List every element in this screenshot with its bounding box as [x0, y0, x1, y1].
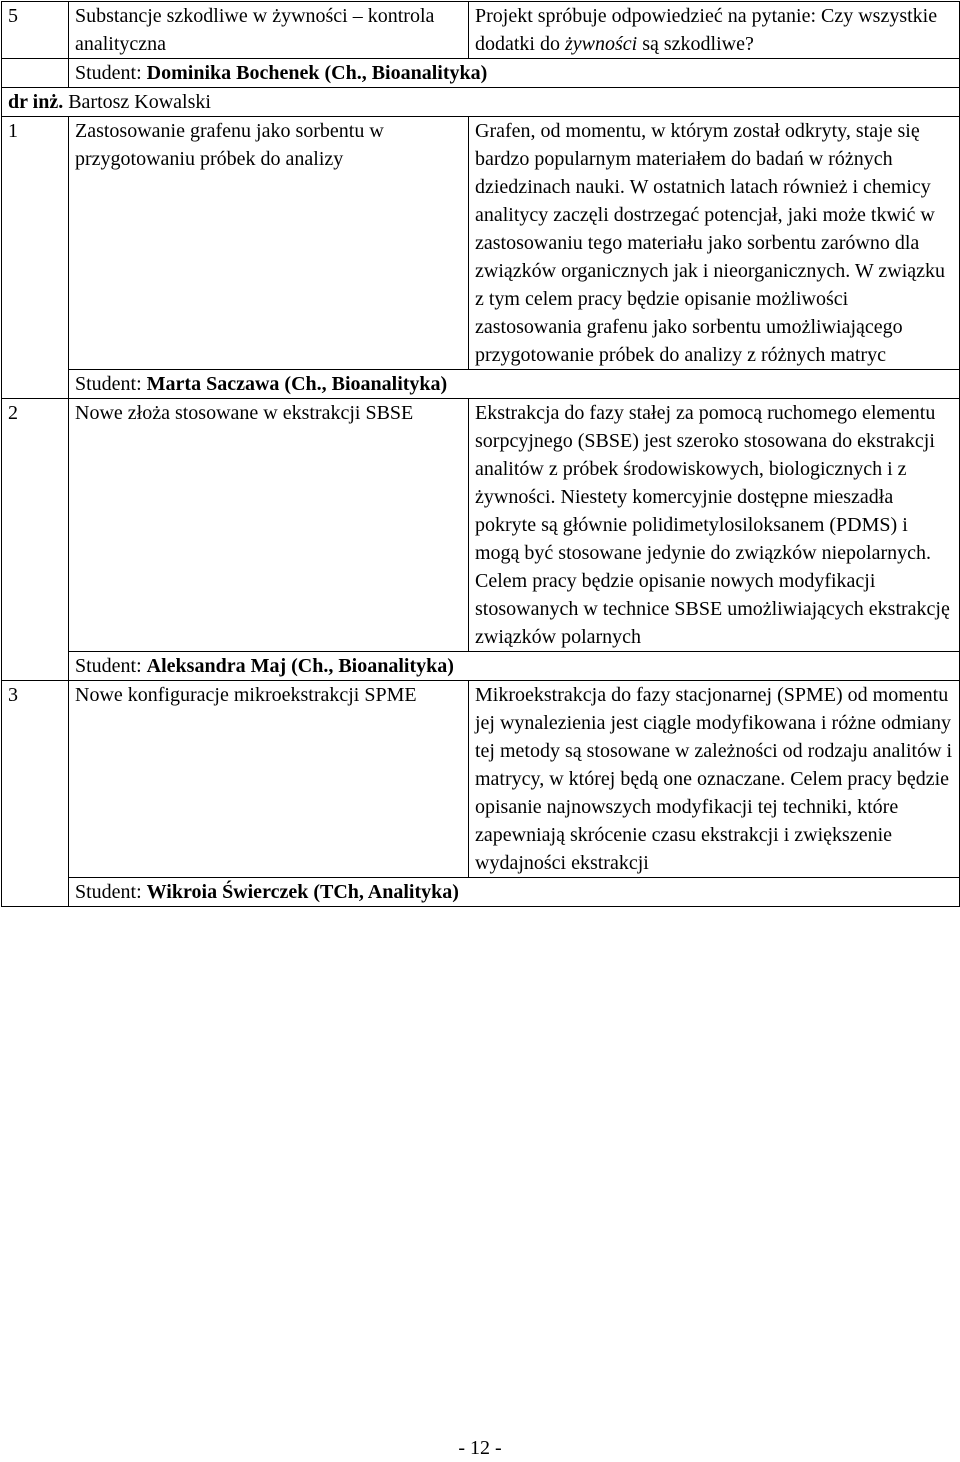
student-name: Dominika Bochenek (Ch. [146, 62, 362, 84]
topic-title: Substancje szkodliwe w żywności – kontrola analityczna [69, 2, 469, 59]
student-row-5 [2, 59, 960, 88]
student-row-2 [2, 652, 960, 681]
topic-number: 5 [2, 2, 69, 59]
topic-title: Nowe złoża stosowane w ekstrakcji SBSE [69, 399, 469, 652]
supervisor-row [2, 88, 960, 117]
description-text-end: są szkodliwe? [637, 33, 754, 55]
page-number: - 12 - [458, 1437, 502, 1459]
supervisor-line [2, 88, 960, 117]
student-prefix: Student: [75, 62, 147, 84]
topic-number: 3 [2, 681, 69, 907]
student-name: Aleksandra Maj (Ch. [146, 655, 329, 677]
topic-row-5 [2, 2, 960, 59]
topic-row-1 [2, 117, 960, 370]
topic-description: Mikroekstrakcja do fazy stacjonarnej (SPME) od momentu jej wynalezienia jest ciągle modyfikowana i różne odmiany tej metody są stosowane w zależności od rodzaju analitów i matrycy, w której będą one oznaczane. Celem pracy będzie opisanie najnowszych modyfikacji tej techniki, które zapewniają skrócenie czasu ekstrakcji i zwiększenie wydajności ekstrakcji [469, 681, 960, 878]
topic-number: 1 [2, 117, 69, 399]
topic-number: 2 [2, 399, 69, 681]
student-name: Marta Saczawa (Ch. [146, 373, 322, 395]
student-prefix: Student: [75, 881, 147, 903]
student-prefix: Student: [75, 655, 147, 677]
student-line [69, 652, 960, 681]
student-row-1 [2, 370, 960, 399]
topic-title: Zastosowanie grafenu jako sorbentu w przygotowaniu próbek do analizy [69, 117, 469, 370]
topic-title: Nowe konfiguracje mikroekstrakcji SPME [69, 681, 469, 878]
student-program: , Bioanalityka) [361, 62, 488, 84]
topics-table [1, 1, 960, 907]
student-line [69, 370, 960, 399]
student-line [69, 59, 960, 88]
description-emphasis: żywności [565, 33, 638, 55]
supervisor-title: dr inż. [8, 91, 64, 113]
topic-description [469, 2, 960, 59]
topic-description: Ekstrakcja do fazy stałej za pomocą ruchomego elementu sorpcyjnego (SBSE) jest szeroko stosowana do ekstrakcji analitów z próbek środowiskowych, biologicznych i z żywności. Niestety komercyjnie dostępne mieszadła pokryte są głównie polidimetylosiloksanem (PDMS) i mogą być stosowane jedynie do związków niepolarnych. Celem pracy będzie opisanie nowych modyfikacji stosowanych w technice SBSE umożliwiających ekstrakcję związków polarnych [469, 399, 960, 652]
student-name: Wikroia Świerczek (TCh, Analityka) [146, 881, 459, 903]
supervisor-name: Bartosz Kowalski [63, 91, 211, 113]
student-program: , Bioanalityka) [328, 655, 454, 677]
student-line [69, 878, 960, 907]
description-text: Projekt spróbuje odpowiedzieć na pytanie: Czy wszystkie dodatki do [475, 5, 938, 55]
student-program: , Bioanalityka) [321, 373, 448, 395]
student-prefix: Student: [75, 373, 147, 395]
topic-row-3 [2, 681, 960, 878]
topic-row-2 [2, 399, 960, 652]
student-row-3 [2, 878, 960, 907]
topic-description: Grafen, od momentu, w którym został odkryty, staje się bardzo popularnym materiałem do badań w różnych dziedzinach nauki. W ostatnich latach również i chemicy analitycy zaczęli dostrzegać potencjał, jaki może tkwić w zastosowaniu tego materiału jako sorbentu zarówno dla związków organicznych jak i nieorganicznych. W związku z tym celem pracy będzie opisanie możliwości zastosowania grafenu jako sorbentu umożliwiającego przygotowanie próbek do analizy z różnych matryc [469, 117, 960, 370]
